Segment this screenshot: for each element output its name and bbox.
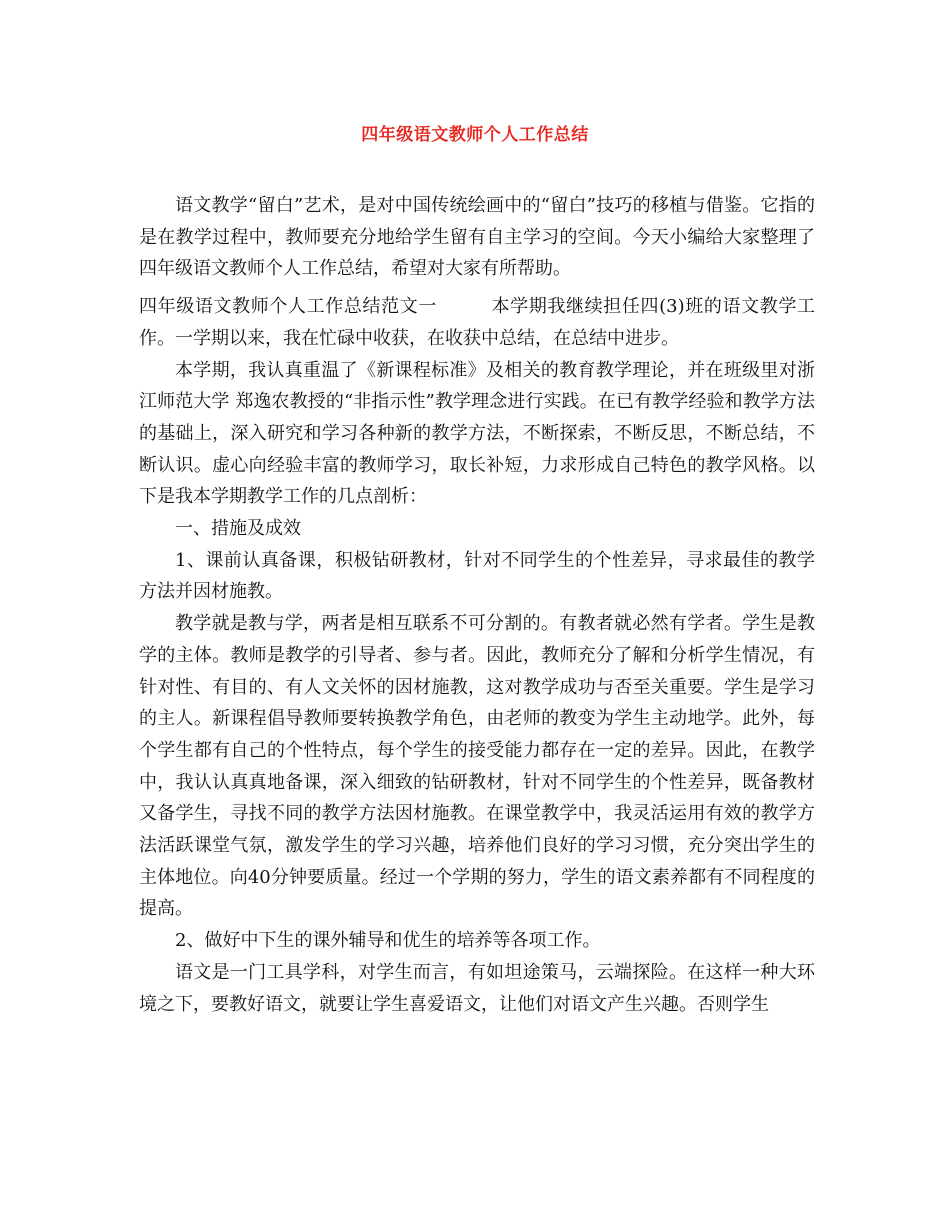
item-2: 2、做好中下生的课外辅导和优生的培养等各项工作。 (175, 930, 601, 952)
sample-text: 本学期我继续担任四(3)班的语文教学工作。一学期以来，我在忙碌中收获，在收获中总结，在总结中进步。 (139, 296, 815, 349)
document-title: 四年级语文教师个人工作总结 (361, 125, 589, 145)
item-1: 1、课前认真备课，积极钻研教材，针对不同学生的个性差异，寻求最佳的教学方法并因材施教。 (139, 549, 815, 603)
item-1-paragraph: 教学就是教与学，两者是相互联系不可分割的。有教者就必然有学者。学生是教学的主体。教师是教学的引导者、参与者。因此，教师充分了解和分析学生情况，有针对性、有目的、有人文关怀的因材施教，这对教学成功与否至关重要。学生是学习的主人。新课程倡导教师要转换教学角色，由老师的教变为学生主动地学。此外，每个学生都有自己的个性特点，每个学生的接受能力都存在一定的差异。因此，在教学中，我认认真真地备课，深入细致的钻研教材，针对不同学生的个性差异，既备教材又备学生，寻找不同的教学方法因材施教。在课堂教学中，我灵活运用有效的教学方法活跃课堂气氛，激发学生的学习兴趣，培养他们良好的学习习惯，充分突出学生的主体地位。向40分钟要质量。经过一个学期的努力，学生的语文素养都有不同程度的提高。 (139, 613, 815, 920)
section-heading-1: 一、措施及成效 (175, 518, 301, 540)
item-2-paragraph: 语文是一门工具学科，对学生而言，有如坦途策马，云端探险。在这样一种大环境之下，要教好语文，就要让学生喜爱语文，让他们对语文产生兴趣。否则学生 (139, 961, 815, 1015)
intro-paragraph: 语文教学“留白”艺术，是对中国传统绘画中的“留白”技巧的移植与借鉴。它指的是在教学过程中，教师要充分地给学生留有自主学习的空间。今天小编给大家整理了四年级语文教师个人工作总结，希望对大家有所帮助。 (139, 195, 815, 280)
document-body (139, 190, 815, 1020)
sample-heading: 四年级语文教师个人工作总结范文一 (139, 296, 437, 318)
sample-paragraph (139, 291, 815, 354)
paragraph-3: 本学期，我认真重温了《新课程标准》及相关的教育教学理论，并在班级里对浙江师范大学 郑逸农教授的“非指示性”教学理念进行实践。在已有教学经验和教学方法的基础上，深入研究和学习各种新的教学方法，不断探索，不断反思，不断总结，不断认识。虚心向经验丰富的教师学习，取长补短，力求形成自己特色的教学风格。以下是我本学期教学工作的几点剖析： (139, 359, 815, 508)
